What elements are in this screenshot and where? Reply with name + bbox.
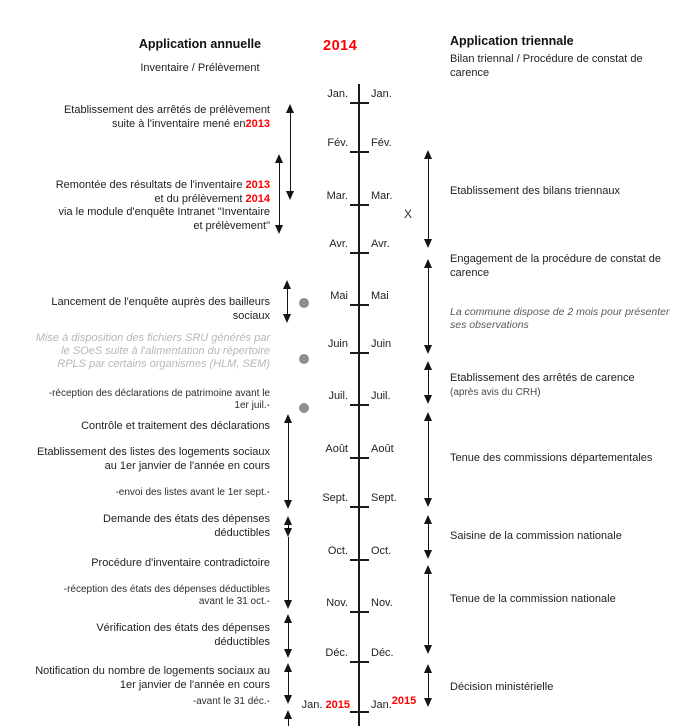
crossed-out-marker: X (404, 207, 413, 221)
event-lancement-enquete: Lancement de l'enquête auprès des bailleurs sociaux (51, 296, 270, 322)
timeline-tick (350, 304, 369, 306)
event-demande-etats: Demande des états des dépenses déductibles (103, 513, 270, 539)
span-arrow-verification-etats (284, 614, 293, 658)
month-label-left: Avr. (329, 238, 348, 250)
note-reception-patrimoine: -réception des déclarations de patrimoine avant le 1er juil.- (48, 388, 270, 411)
month-label-left: Nov. (326, 597, 348, 609)
left-column-subtitle: Inventaire / Prélèvement (140, 62, 260, 74)
next-year-label: 2015 (325, 699, 350, 711)
month-label-left: Fév. (327, 137, 348, 149)
event-arretes-carence (450, 372, 673, 399)
month-label-left: Août (325, 443, 348, 455)
milestone-dot-mai (299, 298, 309, 308)
timeline-tick (350, 252, 369, 254)
month-label-left: Mai (330, 290, 348, 302)
month-label-right: Nov. (371, 597, 393, 609)
span-arrow-bilans-triennaux (424, 150, 433, 248)
left-column-title: Application annuelle (138, 37, 262, 51)
month-label-right: Juil. (371, 390, 391, 402)
span-arrow-continuation (284, 710, 293, 726)
event-text: suite à l'inventaire mené en (111, 117, 246, 130)
event-line: via le module d'enquête Intranet "Inventaire (58, 206, 270, 218)
timeline-tick (350, 661, 369, 663)
event-arretes-prelevement (0, 104, 270, 131)
event-line (0, 118, 270, 132)
event-verification-etats: Vérification des états des dépenses déductibles (96, 622, 270, 648)
event-engagement-carence: Engagement de la procédure de constat de carence (450, 253, 661, 279)
event-line (0, 179, 270, 193)
month-label-right: Fév. (371, 137, 392, 149)
span-arrow-demande-etats (284, 516, 293, 537)
milestone-dot-juil (299, 403, 309, 413)
timeline-tick (350, 506, 369, 508)
milestone-dot-juin (299, 354, 309, 364)
timeline-tick (350, 352, 369, 354)
note-commune-2-mois: La commune dispose de 2 mois pour présenter ses observations (450, 306, 670, 331)
event-line: et prélèvement" (193, 219, 270, 232)
timeline-tick (350, 404, 369, 406)
span-arrow-commission-nat (424, 565, 433, 654)
event-procedure-inventaire: Procédure d'inventaire contradictoire (91, 557, 270, 569)
event-decision-ministerielle: Décision ministérielle (450, 681, 554, 693)
month-label-right: Avr. (371, 238, 390, 250)
month-label-left: Jan. (327, 88, 348, 100)
month-label-right: Juin (371, 338, 392, 350)
timeline-tick (350, 611, 369, 613)
span-arrow-lancement-enquete (283, 280, 292, 323)
note-avant-31-dec: -avant le 31 déc.- (192, 696, 270, 707)
event-text: Remontée des résultats de l'inventaire (55, 179, 243, 191)
month-label-right-jan-2015 (371, 695, 451, 712)
year-title: 2014 (323, 38, 358, 54)
event-line: Etablissement des arrêtés de prélèvement (63, 104, 270, 116)
month-label-right: Août (371, 443, 394, 455)
month-label: Jan. (371, 699, 392, 711)
span-arrow-saisine-commission (424, 515, 433, 559)
timeline-tick (350, 151, 369, 153)
event-remontee-resultats (0, 179, 270, 233)
event-text: et du prélèvement (154, 192, 243, 205)
month-label-left: Mar. (326, 190, 348, 202)
span-arrow-arretes-prelevement (286, 104, 295, 200)
span-arrow-procedure-inventaire (284, 537, 293, 609)
event-commission-nationale: Tenue de la commission nationale (450, 593, 616, 605)
timeline-tick (350, 711, 369, 713)
month-label-right: Jan. (371, 88, 392, 100)
event-bilans-triennaux: Etablissement des bilans triennaux (450, 185, 620, 197)
timeline-tick (350, 457, 369, 459)
event-listes-logements: Etablissement des listes des logements sociaux au 1er janvier de l'année en cours (37, 446, 270, 472)
red-year-2014: 2014 (245, 192, 270, 205)
month-label-right: Oct. (371, 545, 392, 557)
event-commissions-departementales: Tenue des commissions départementales (450, 452, 653, 464)
right-column-title: Application triennale (450, 34, 574, 48)
event-saisine-commission: Saisine de la commission nationale (450, 530, 622, 542)
month-label-left: Juin (327, 338, 348, 350)
span-arrow-notification (284, 663, 293, 704)
span-arrow-remontee-resultats (275, 154, 284, 234)
month-label-left-jan-2015 (258, 698, 350, 712)
month-label-left: Oct. (327, 545, 348, 557)
span-arrow-arretes-carence (424, 361, 433, 404)
timeline-tick (350, 204, 369, 206)
month-label-right: Sept. (371, 492, 397, 504)
event-line (0, 193, 270, 207)
month-label-left: Juil. (328, 390, 348, 402)
note-apres-avis-crh: (après avis du CRH) (450, 386, 541, 398)
event-mise-a-disposition: Mise à disposition des fichiers SRU générés par le SOeS suite à l'alimentation du répertoire RPLS par certains organismes (HLM, SEM) (35, 332, 270, 370)
right-column-subtitle: Bilan triennal / Procédure de constat de carence (450, 53, 643, 79)
note-reception-etats: -réception des états des dépenses déductibles avant le 31 oct.- (63, 584, 270, 607)
month-label-right: Mar. (371, 190, 393, 202)
month-label: Jan. (301, 699, 323, 711)
event-line: Etablissement des arrêtés de carence (450, 372, 635, 384)
event-controle-declarations: Contrôle et traitement des déclarations (81, 420, 270, 432)
span-arrow-engagement-carence (424, 259, 433, 354)
red-year-2013: 2013 (245, 179, 270, 191)
month-label-left: Déc. (325, 647, 348, 659)
note-envoi-listes: -envoi des listes avant le 1er sept.- (115, 487, 270, 498)
red-year-2013: 2013 (245, 117, 270, 130)
next-year-label: 2015 (391, 695, 417, 707)
timeline-tick (350, 559, 369, 561)
month-label-right: Mai (371, 290, 389, 302)
span-arrow-controle-listes (284, 414, 293, 509)
timeline-tick (350, 102, 369, 104)
month-label-left: Sept. (322, 492, 348, 504)
span-arrow-commissions-dep (424, 412, 433, 507)
month-label-right: Déc. (371, 647, 394, 659)
event-notification-logements: Notification du nombre de logements sociaux au 1er janvier de l'année en cours (35, 665, 270, 691)
span-arrow-decision (424, 664, 433, 707)
